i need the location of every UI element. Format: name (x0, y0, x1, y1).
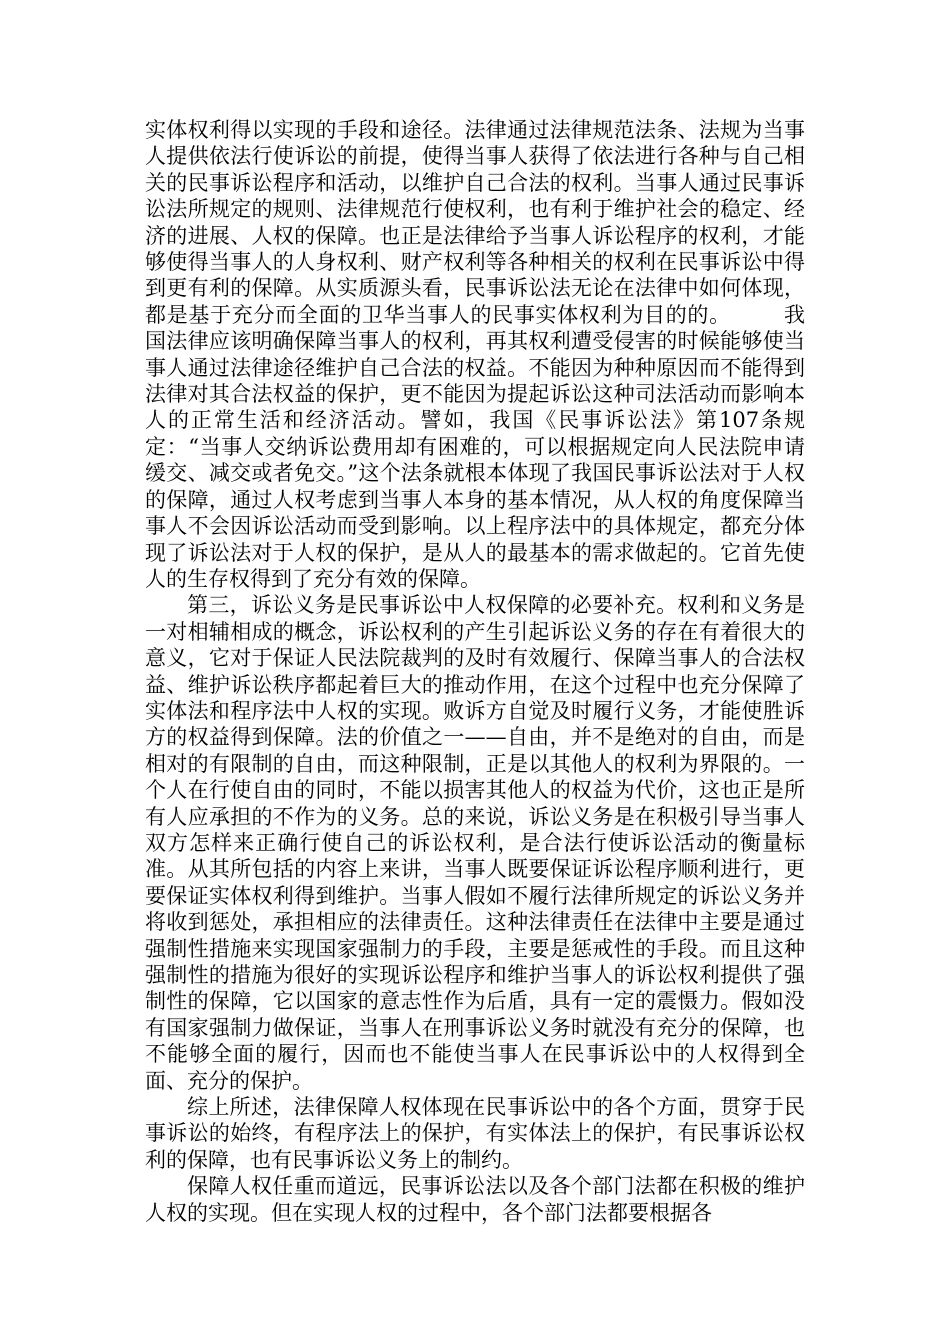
document-body (145, 117, 805, 1226)
paragraph-1-part-b: 我国法律应该明确保障当事人的权利，再其权利遭受侵害的时候能够使当事人通过法律途径维护自己合法的权益。不能因为种种原因而不能得到法律对其合法权益的保护，更不能因为提起诉讼这种司法活动而影响本人的正常生活和经济活动。譬如，我国《民事诉讼法》第107条规定：“当事人交纳诉讼费用却有困难的，可以根据规定向人民法院申请缓交、减交或者免交。”这个法条就根本体现了我国民事诉讼法对于人权的保障，通过人权考虑到当事人本身的基本情况，从人权的角度保障当事人不会因诉讼活动而受到影响。以上程序法中的具体规定，都充分体现了诉讼法对于人权的保护，是从人的最基本的需求做起的。它首先使人的生存权得到了充分有效的保障。 (145, 302, 806, 591)
paragraph-1-part-a: 实体权利得以实现的手段和途径。法律通过法律规范法条、法规为当事人提供依法行使诉讼的前提，使得当事人获得了依法进行各种与自己相关的民事诉讼程序和活动，以维护自己合法的权利。当事人通过民事诉讼法所规定的规则、法律规范行使权利，也有利于维护社会的稳定、经济的进展、人权的保障。也正是法律给予当事人诉讼程序的权利，才能够使得当事人的人身权利、财产权利等各种相关的权利在民事诉讼中得到更有利的保障。从实质源头看，民事诉讼法无论在法律中如何体现，都是基于充分而全面的卫华当事人的民事实体权利为目的的。 (145, 118, 805, 327)
paragraph-3: 综上所述，法律保障人权体现在民事诉讼中的各个方面，贯穿于民事诉讼的始终，有程序法上的保护，有实体法上的保护，有民事诉讼权利的保障，也有民事诉讼义务上的制约。 (145, 1095, 805, 1172)
paragraph-2: 第三，诉讼义务是民事诉讼中人权保障的必要补充。权利和义务是一对相辅相成的概念，诉讼权利的产生引起诉讼义务的存在有着很大的意义，它对于保证人民法院裁判的及时有效履行、保障当事人的合法权益、维护诉讼秩序都起着巨大的推动作用，在这个过程中也充分保障了实体法和程序法中人权的实现。败诉方自觉及时履行义务，才能使胜诉方的权益得到保障。法的价值之一——自由，并不是绝对的自由，而是相对的有限制的自由，而这种限制，正是以其他人的权利为界限的。一个人在行使自由的同时，不能以损害其他人的权益为代价，这也正是所有人应承担的不作为的义务。总的来说，诉讼义务是在积极引导当事人双方怎样来正确行使自己的诉讼权利，是合法行使诉讼活动的衡量标准。从其所包括的内容上来讲，当事人既要保证诉讼程序顺利进行，更要保证实体权利得到维护。当事人假如不履行法律所规定的诉讼义务并将收到惩处，承担相应的法律责任。这种法律责任在法律中主要是通过强制性措施来实现国家强制力的手段，主要是惩戒性的手段。而且这种强制性的措施为很好的实现诉讼程序和维护当事人的诉讼权利提供了强制性的保障，它以国家的意志性作为后盾，具有一定的震慑力。假如没有国家强制力做保证，当事人在刑事诉讼义务时就没有充分的保障，也不能够全面的履行，因而也不能使当事人在民事诉讼中的人权得到全面、充分的保护。 (145, 593, 805, 1093)
paragraph-4: 保障人权任重而道远，民事诉讼法以及各个部门法都在积极的维护人权的实现。但在实现人权的过程中，各个部门法都要根据各 (145, 1174, 805, 1225)
paragraph-1 (145, 117, 805, 592)
